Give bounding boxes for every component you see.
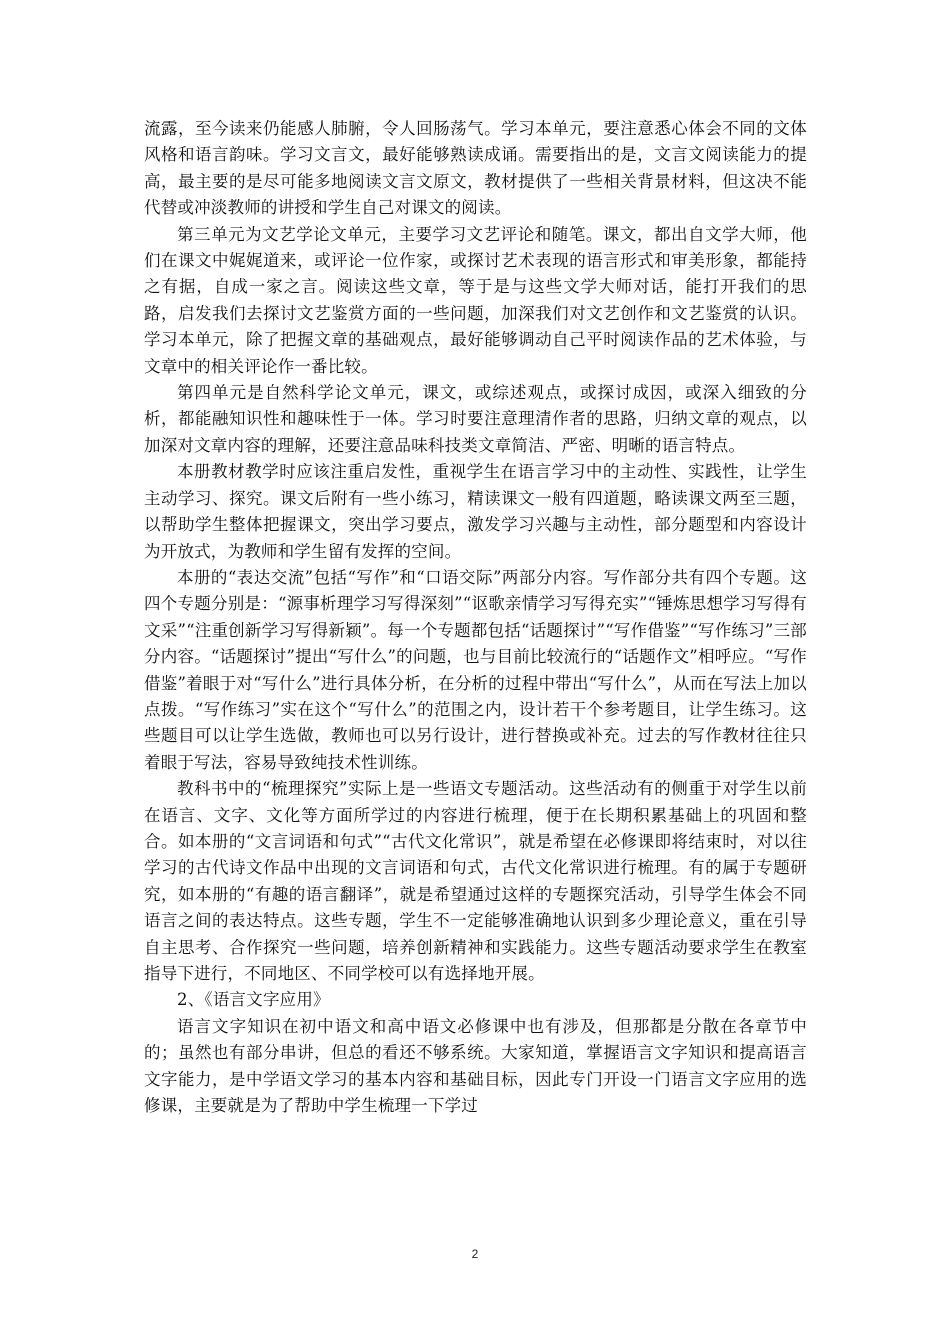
paragraph-unit-four: 第四单元是自然科学论文单元，课文，或综述观点，或探讨成因，或深入细致的分析，都能融知识性和趣味性于一体。学习时要注意理清作者的思路，归纳文章的观点，以加深对文章内容的理解，还要注意品味科技类文章简洁、严密、明晰的语言特点。 — [144, 383, 807, 455]
section-heading: 2、《语言文字应用》 — [177, 990, 330, 1010]
paragraph-1: 流露，至今读来仍能感人肺腑，令人回肠荡气。学习本单元，要注意悉心体会不同的文体风格和语言韵味。学习文言文，最好能够熟读成诵。需要指出的是，文言文阅读能力的提高，最主要的是尽可能多地阅读文言文原文，教材提供了一些相关背景材料，但这决不能代替或冲淡教师的讲授和学生自己对课文的阅读。 — [144, 119, 807, 218]
paragraph-language-application: 语言文字知识在初中语文和高中语文必修课中也有涉及，但那都是分散在各章节中的；虽然也有部分串讲，但总的看还不够系统。大家知道，掌握语言文字知识和提高语言文字能力，是中学语文学习的基本内容和基础目标，因此专门开设一门语言文字应用的选修课，主要就是为了帮助中学生梳理一下学过 — [144, 1016, 807, 1116]
paragraph-teaching-approach: 本册教材教学时应该注重启发性，重视学生在语言学习中的主动性、实践性，让学生主动学习、探究。课文后附有一些小练习，精读课文一般有四道题，略读课文两至三题，以帮助学生整体把握课文，突出学习要点，激发学习兴趣与主动性，部分题型和内容设计为开放式，为教师和学生留有发挥的空间。 — [144, 462, 807, 561]
paragraph-review-inquiry: 教科书中的“梳理探究”实际上是一些语文专题活动。这些活动有的侧重于对学生以前在语言、文字、文化等方面所学过的内容进行梳理，便于在长期积累基础上的巩固和整合。如本册的“文言词语和句式”“古代文化常识”，就是希望在必修课即将结束时，对以往学习的古代诗文作品中出现的文言词语和句式，古代文化常识进行梳理。有的属于专题研究，如本册的“有趣的语言翻译”，就是希望通过这样的专题探究活动，引导学生体会不同语言之间的表达特点。这些专题，学生不一定能够准确地认识到多少理论意义，重在引导自主思考、合作探究一些问题，培养创新精神和实践能力。这些专题活动要求学生在教室指导下进行，不同地区、不同学校可以有选择地开展。 — [144, 779, 807, 983]
paragraph-unit-three: 第三单元为文艺学论文单元，主要学习文艺评论和随笔。课文，都出自文学大师，他们在课文中娓娓道来，或评论一位作家，或探讨艺术表现的语言形式和审美形象，都能持之有据，自成一家之言。阅读这些文章，等于是与这些文学大师对话，能打开我们的思路，启发我们去探讨文艺鉴赏方面的一些问题，加深我们对文艺创作和文艺鉴赏的认识。学习本单元，除了把握文章的基础观点，最好能够调动自己平时阅读作品的艺术体验，与文章中的相关评论作一番比较。 — [144, 224, 807, 376]
paragraph-expression-communication: 本册的“表达交流”包括“写作”和“口语交际”两部分内容。写作部分共有四个专题。这四个专题分别是：“源事析理学习写得深刻”“讴歌亲情学习写得充实”“锤炼思想学习写得有文采”“注重创新学习写得新颖”。每一个专题都包括“话题探讨”“写作借鉴”“写作练习”三部分内容。“话题探讨”提出“写什么”的问题，也与目前比较流行的“话题作文”相呼应。“写作借鉴”着眼于对“写什么”进行具体分析，在分析的过程中带出“写什么”，从而在写法上加以点拨。“写作练习”实在这个“写什么”的范围之内，设计若干个参考题目，让学生练习。这些题目可以让学生选做，教师也可以另行设计，进行替换或补充。过去的写作教材往往只着眼于写法，容易导致纯技术性训练。 — [144, 567, 807, 772]
document-body — [144, 116, 807, 1119]
page-number: 2 — [471, 1247, 479, 1261]
